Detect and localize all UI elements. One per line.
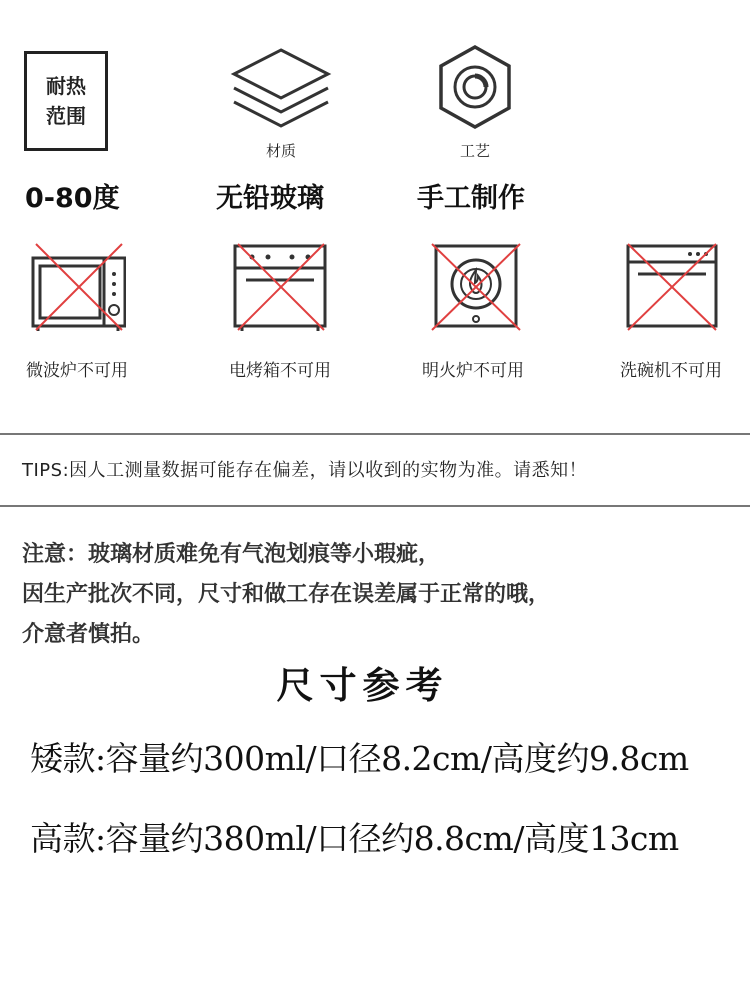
tall-model-size: 高款:容量约380ml/口径约8.8cm/高度13cm (30, 819, 679, 858)
note-line-1: 注意：玻璃材质难免有气泡划痕等小瑕疵， (22, 542, 441, 567)
heat-range-label-line1: 耐热 (46, 74, 86, 98)
quality-note (22, 535, 550, 655)
tips-text: TIPS:因人工测量数据可能存在偏差，请以收到的实物为准。请悉知！ (22, 460, 588, 481)
microwave-icon (30, 240, 126, 332)
appliance-label-oven: 电烤箱不可用 (229, 361, 331, 381)
craft-value: 手工制作 (417, 183, 525, 214)
heat-range-badge (24, 51, 108, 151)
appliance-label-gas-stove: 明火炉不可用 (422, 361, 524, 381)
tips-bottom-rule (0, 505, 750, 507)
material-value: 无铅玻璃 (216, 183, 324, 214)
size-reference-title: 尺寸参考 (276, 663, 449, 707)
material-label: 材质 (265, 142, 296, 160)
craft-label: 工艺 (459, 142, 490, 160)
heat-range-label-line2: 范围 (46, 104, 86, 128)
gas-stove-icon (428, 240, 524, 332)
heat-range-value: 0-80度 (25, 183, 120, 214)
appliance-label-dishwasher: 洗碗机不可用 (620, 361, 722, 381)
layers-icon (228, 42, 334, 132)
dishwasher-icon (624, 240, 720, 332)
tips-top-rule (0, 433, 750, 435)
oven-icon (232, 240, 328, 332)
hex-nut-icon (437, 44, 513, 130)
note-line-2: 因生产批次不同，尺寸和做工存在误差属于正常的哦， (22, 582, 551, 607)
appliance-label-microwave: 微波炉不可用 (26, 361, 128, 381)
short-model-size: 矮款:容量约300ml/口径8.2cm/高度约9.8cm (30, 739, 689, 778)
note-line-3: 介意者慎拍。 (22, 622, 155, 647)
